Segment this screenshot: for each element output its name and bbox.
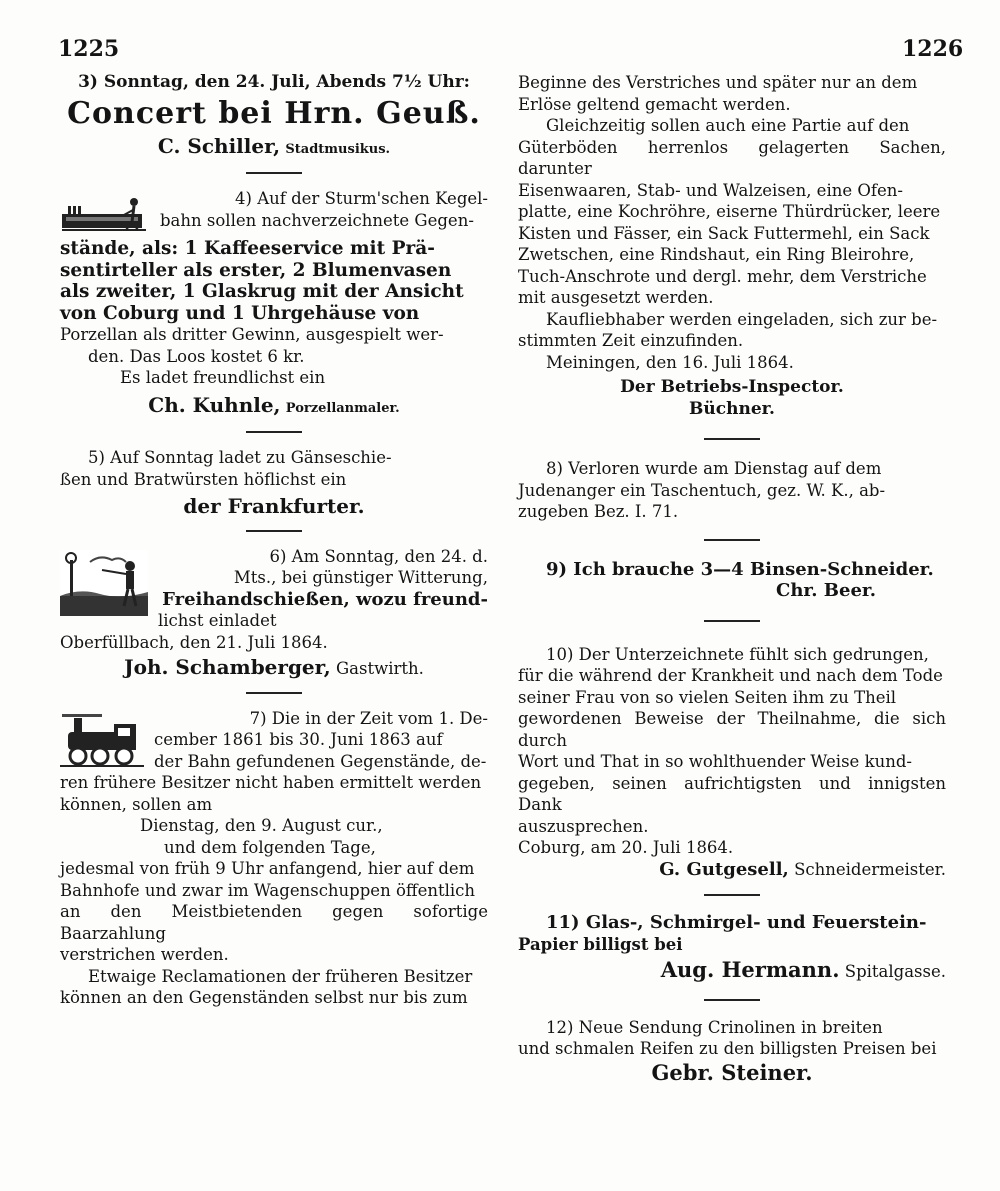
ad-4-line: Porzellan als dritter Gewinn, ausgespielt wer-	[60, 325, 444, 344]
separator-rule	[246, 172, 302, 174]
ad-9-binsen	[518, 559, 946, 602]
bowling-alley-illustration	[60, 192, 150, 236]
ad-10-line: Wort und That in so wohlthuender Weise kund-	[518, 752, 912, 771]
ad-5-line: ßen und Bratwürsten höflichst ein	[60, 469, 347, 489]
separator-rule	[704, 999, 760, 1001]
ad-7-line: können an den Gegenständen selbst nur bis zum	[60, 988, 468, 1007]
separator-rule	[246, 692, 302, 694]
separator-rule	[246, 431, 302, 433]
ad-11-papier	[518, 912, 946, 983]
ad-4-line: von Coburg und 1 Uhrgehäuse von	[60, 302, 420, 324]
ad-12-line: und schmalen Reifen zu den billigsten Preisen bei	[518, 1039, 937, 1058]
ad-7-continued	[518, 72, 946, 420]
ad-3-signature: C. Schiller,	[157, 133, 281, 158]
ad-7-line: Etwaige Reclamationen der früheren Besitzer	[88, 966, 473, 986]
ad-11-signature-role: Spitalgasse.	[844, 962, 946, 981]
ad-10-line: seiner Frau von so vielen Seiten ihm zu Theil	[518, 687, 897, 707]
ad-7-line: der Bahn gefundenen Gegenstände, de-	[154, 751, 487, 771]
ad-10-line: gegeben, seinen aufrichtigsten und innigsten Dank	[518, 773, 946, 814]
separator-rule	[704, 894, 760, 896]
ad-7-line: an den Meistbietenden gegen sofortige Baarzahlung	[60, 902, 488, 943]
ad-7-line: können, sollen am	[60, 794, 213, 814]
ad-6-line: Freihandschießen, wozu freund-	[162, 588, 488, 610]
ad-3-signature-line	[60, 133, 488, 161]
ad-9-line: 9) Ich brauche 3—4 Binsen-Schneider.	[546, 558, 934, 580]
ad-5-signature: der Frankfurter.	[183, 494, 365, 518]
ad-10-line: auszusprechen.	[518, 816, 649, 836]
ad-10-danksagung	[518, 644, 946, 881]
ad-7-line: und dem folgenden Tage,	[164, 837, 376, 857]
ad-10-line: Coburg, am 20. Juli 1864.	[518, 838, 734, 857]
ad-4-line: Es ladet freundlichst ein	[120, 368, 326, 387]
ad-3-line: 3) Sonntag, den 24. Juli, Abends 7½ Uhr:	[78, 72, 470, 92]
ad-8-line: zugeben Bez. I. 71.	[518, 502, 679, 521]
ad-7-cont-line: Beginne des Verstriches und später nur an dem	[518, 73, 918, 92]
ad-4-line: bahn sollen nachverzeichnete Gegen-	[160, 210, 474, 230]
ad-10-line: gewordenen Beweise der Theilnahme, die sich durch	[518, 709, 946, 750]
ad-8-line: 8) Verloren wurde am Dienstag auf dem	[546, 459, 882, 478]
ad-4-line: den. Das Loos kostet 6 kr.	[88, 346, 305, 366]
ad-11-signature: Aug. Hermann.	[660, 957, 840, 982]
ad-3-title: Concert bei Hrn. Geuß.	[67, 95, 481, 131]
ad-4-signature: Ch. Kuhnle,	[148, 392, 281, 417]
ad-7-line: verstrichen werden.	[60, 945, 229, 964]
ad-4-kegelbahn	[60, 188, 488, 419]
ad-3-signature-role: Stadtmusikus.	[285, 141, 391, 157]
page-number-left: 1225	[58, 36, 120, 62]
ad-4-line: 4) Auf der Sturm'schen Kegel-	[235, 189, 488, 208]
ad-6-signature-role: Gastwirth.	[335, 659, 424, 678]
ad-7-line: cember 1861 bis 30. Juni 1863 auf	[154, 730, 443, 749]
ad-7-cont-line: Güterböden herrenlos gelagerten Sachen, darunter	[518, 137, 946, 178]
ad-6-line: Mts., bei günstiger Witterung,	[233, 568, 488, 587]
ad-9-signature: Chr. Beer.	[776, 580, 876, 601]
ad-11-signature-line	[518, 959, 946, 983]
ad-10-signature: G. Gutgesell,	[659, 858, 789, 880]
ad-7-cont-line: Kisten und Fässer, ein Sack Futtermehl, ein Sack	[518, 223, 930, 243]
right-column	[518, 72, 946, 1083]
ad-10-signature-line	[518, 859, 946, 881]
ad-10-signature-role: Schneidermeister.	[794, 859, 946, 879]
ad-12-crinolinen	[518, 1017, 946, 1084]
separator-rule	[246, 530, 302, 532]
ad-4-line: sentirteller als erster, 2 Blumenvasen	[60, 259, 452, 281]
ad-8-verloren	[518, 458, 946, 523]
separator-rule	[704, 438, 760, 440]
left-column	[60, 72, 488, 1009]
separator-rule	[704, 620, 760, 622]
ad-4-line: stände, als: 1 Kaffeeservice mit Prä-	[60, 238, 435, 259]
ad-7-cont-line: Zwetschen, eine Rindshaut, ein Ring Bleirohre,	[518, 245, 915, 264]
ad-3-concert	[60, 72, 488, 160]
ad-7-cont-line: stimmten Zeit einzufinden.	[518, 331, 744, 350]
ad-6-signature: Joh. Schamberger,	[124, 655, 331, 679]
ad-10-line: für die während der Krankheit und nach dem Tode	[518, 666, 943, 685]
ad-6-line: Oberfüllbach, den 21. Juli 1864.	[60, 632, 328, 652]
locomotive-illustration	[60, 712, 144, 770]
ad-7-signature: Der Betriebs-Inspector.	[620, 377, 844, 397]
separator-rule	[704, 539, 760, 541]
ad-8-line: Judenanger ein Taschentuch, gez. W. K., ab-	[518, 480, 886, 500]
ad-12-signature: Gebr. Steiner.	[651, 1059, 813, 1085]
ad-6-line: 6) Am Sonntag, den 24. d.	[269, 546, 488, 566]
ad-7-line: jedesmal von früh 9 Uhr anfangend, hier auf dem	[60, 859, 475, 878]
ad-7-cont-line: Eisenwaaren, Stab- und Walzeisen, eine Ofen-	[518, 180, 903, 200]
ad-10-line: 10) Der Unterzeichnete fühlt sich gedrungen,	[546, 644, 929, 664]
ad-4-line: als zweiter, 1 Glaskrug mit der Ansicht	[60, 281, 464, 302]
ad-7-line: ren frühere Besitzer nicht haben ermittelt werden	[60, 773, 482, 792]
marksman-illustration	[60, 550, 148, 616]
ad-4-signature-line	[60, 392, 488, 420]
ad-12-line: 12) Neue Sendung Crinolinen in breiten	[546, 1017, 883, 1037]
page-number-right: 1226	[902, 36, 964, 62]
ad-7-cont-line: mit ausgesetzt werden.	[518, 288, 714, 307]
ad-7-cont-line: Meiningen, den 16. Juli 1864.	[546, 352, 794, 372]
ad-6-freihandschiessen	[60, 546, 488, 680]
ad-7-line: Bahnhofe und zwar im Wagenschuppen öffentlich	[60, 880, 476, 900]
ad-5-line: 5) Auf Sonntag ladet zu Gänseschie-	[88, 448, 392, 467]
ad-11-line: 11) Glas-, Schmirgel- und Feuerstein-	[546, 912, 927, 933]
ad-7-cont-line: Erlöse geltend gemacht werden.	[518, 94, 791, 114]
ad-7-cont-line: platte, eine Kochröhre, eiserne Thürdrücker, leere	[518, 202, 941, 221]
ad-7-cont-line: Kaufliebhaber werden eingeladen, sich zur be-	[546, 309, 938, 329]
ad-4-signature-role: Porzellanmaler.	[285, 400, 400, 416]
ad-7-line: 7) Die in der Zeit vom 1. De-	[249, 708, 488, 728]
ad-7-line: Dienstag, den 9. August cur.,	[140, 816, 383, 835]
ad-7-signature-name: Büchner.	[689, 398, 775, 419]
ad-11-line: Papier billigst bei	[518, 934, 683, 954]
ad-5-gaenseschiessen	[60, 447, 488, 518]
ad-7-cont-line: Tuch-Anschrote und dergl. mehr, dem Verstriche	[518, 266, 927, 286]
ad-7-cont-line: Gleichzeitig sollen auch eine Partie auf den	[546, 116, 910, 135]
ad-6-line: lichst einladet	[158, 611, 277, 630]
ad-6-signature-line	[60, 657, 488, 680]
ad-7-fundsachen	[60, 708, 488, 1009]
